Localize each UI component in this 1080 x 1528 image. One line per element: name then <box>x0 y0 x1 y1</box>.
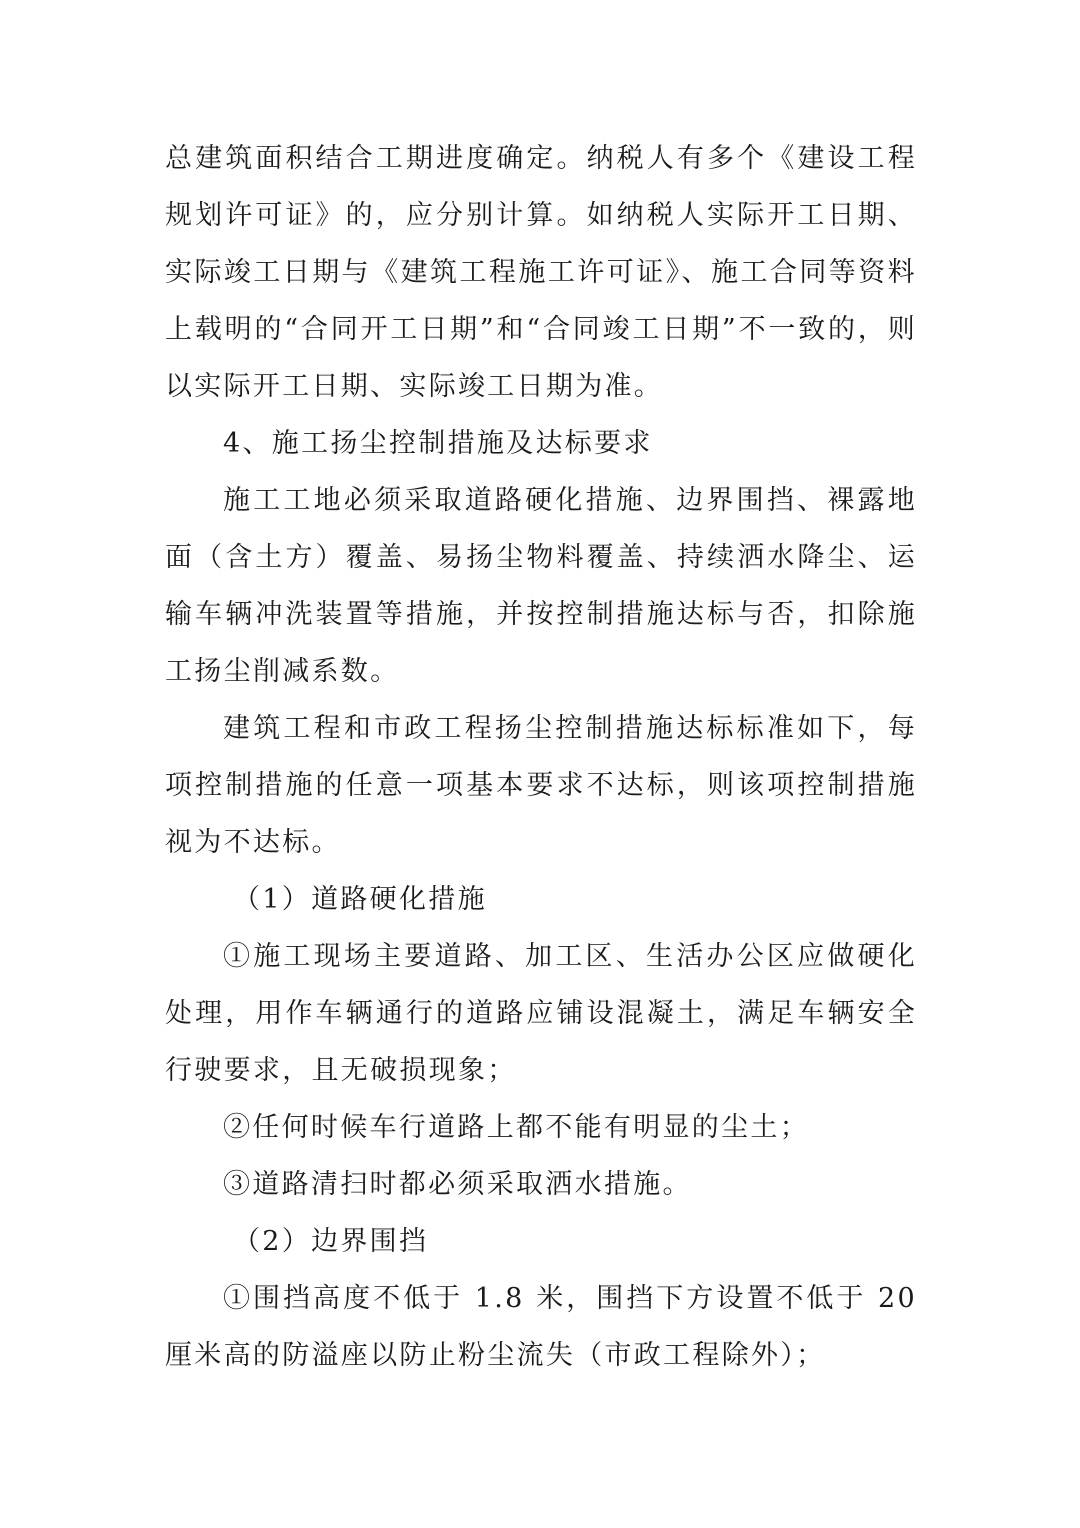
paragraph-continuation: 总建筑面积结合工期进度确定。纳税人有多个《建设工程规划许可证》的，应分别计算。如纳税人实际开工日期、实际竣工日期与《建筑工程施工许可证》、施工合同等资料上载明的“合同开工日期”和“合同竣工日期”不一致的，则以实际开工日期、实际竣工日期为准。 <box>165 143 917 402</box>
subheading-road-hardening: （1）道路硬化措施 <box>233 884 487 915</box>
paragraph-standards: 建筑工程和市政工程扬尘控制措施达标标准如下，每项控制措施的任意一项基本要求不达标，则该项控制措施视为不达标。 <box>165 713 917 858</box>
item-road-1: ①施工现场主要道路、加工区、生活办公区应做硬化处理，用作车辆通行的道路应铺设混凝土，满足车辆安全行驶要求，且无破损现象； <box>165 941 917 1086</box>
item-fence-1: ①围挡高度不低于 1.8 米，围挡下方设置不低于 20 厘米高的防溢座以防止粉尘流失（市政工程除外）； <box>165 1283 917 1371</box>
document-body <box>165 130 917 1384</box>
item-road-3: ③道路清扫时都必须采取洒水措施。 <box>223 1169 692 1200</box>
section-heading-4: 4、施工扬尘控制措施及达标要求 <box>223 428 653 459</box>
subheading-boundary-fence: （2）边界围挡 <box>233 1226 429 1257</box>
paragraph-measures: 施工工地必须采取道路硬化措施、边界围挡、裸露地面（含土方）覆盖、易扬尘物料覆盖、持续洒水降尘、运输车辆冲洗装置等措施，并按控制措施达标与否，扣除施工扬尘削减系数。 <box>165 485 917 687</box>
item-road-2: ②任何时候车行道路上都不能有明显的尘土； <box>223 1112 809 1143</box>
